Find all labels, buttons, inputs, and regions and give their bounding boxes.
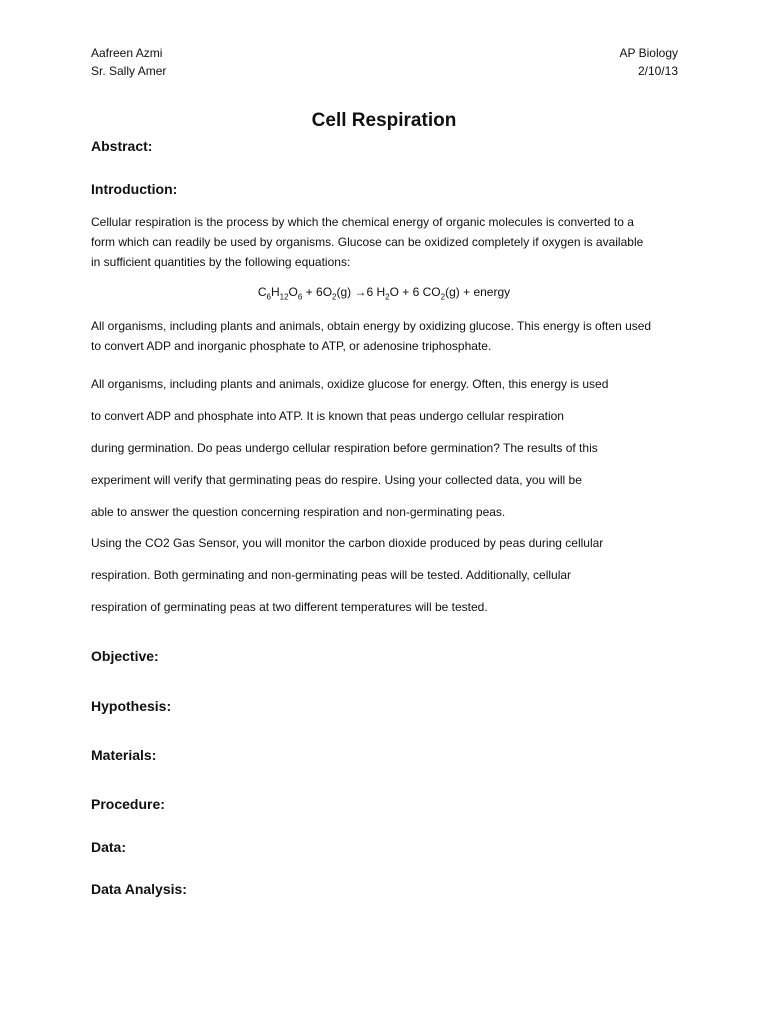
teacher-name: Sr. Sally Amer — [91, 64, 167, 78]
heading-data: Data: — [91, 839, 127, 855]
text-line: in sufficient quantities by the following equations: — [91, 255, 351, 269]
intro-paragraph-3 — [91, 368, 681, 528]
text-line: able to answer the question concerning respiration and non-germinating peas. — [91, 505, 506, 519]
text-line: experiment will verify that germinating peas do respire. Using your collected data, you will be — [91, 473, 582, 487]
text-line: respiration of germinating peas at two different temperatures will be tested. — [91, 600, 488, 614]
header-left — [91, 44, 166, 80]
arrow-icon: → — [354, 285, 367, 299]
document-date: 2/10/13 — [637, 64, 678, 78]
document-title: Cell Respiration — [311, 110, 457, 131]
text-line: All organisms, including plants and animals, oxidize glucose for energy. Often, this energy is used — [91, 377, 609, 391]
intro-paragraph-1 — [91, 212, 681, 272]
intro-paragraph-2 — [91, 316, 681, 356]
student-name: Aafreen Azmi — [91, 46, 163, 60]
heading-introduction: Introduction: — [91, 181, 178, 197]
text-line: during germination. Do peas undergo cellular respiration before germination? The results of this — [91, 441, 598, 455]
text-line: Cellular respiration is the process by which the chemical energy of organic molecules is converted to a — [91, 215, 634, 229]
intro-paragraph-4 — [91, 527, 681, 623]
heading-abstract: Abstract: — [91, 138, 153, 154]
heading-objective: Objective: — [91, 648, 159, 664]
heading-materials: Materials: — [91, 747, 157, 763]
heading-procedure: Procedure: — [91, 796, 165, 812]
text-line: All organisms, including plants and animals, obtain energy by oxidizing glucose. This energy is often used — [91, 319, 652, 333]
text-line: to convert ADP and phosphate into ATP. It is known that peas undergo cellular respiration — [91, 409, 564, 423]
heading-data-analysis: Data Analysis: — [91, 881, 187, 897]
heading-hypothesis: Hypothesis: — [91, 698, 172, 714]
respiration-equation: $C_6H_{12}O_6 + 6O_2(g) \to 6$ $H_2O + 6$ $CO_2(g)$ + energy — [257, 285, 511, 302]
course-name: AP Biology — [619, 46, 678, 60]
text-line: Using the CO2 Gas Sensor, you will monitor the carbon dioxide produced by peas during cellular — [91, 536, 604, 550]
header-right — [620, 44, 678, 80]
text-line: respiration. Both germinating and non-germinating peas will be tested. Additionally, cellular — [91, 568, 572, 582]
text-line: to convert ADP and inorganic phosphate to ATP, or adenosine triphosphate. — [91, 339, 492, 353]
text-line: form which can readily be used by organisms. Glucose can be oxidized completely if oxygen is available — [91, 235, 644, 249]
